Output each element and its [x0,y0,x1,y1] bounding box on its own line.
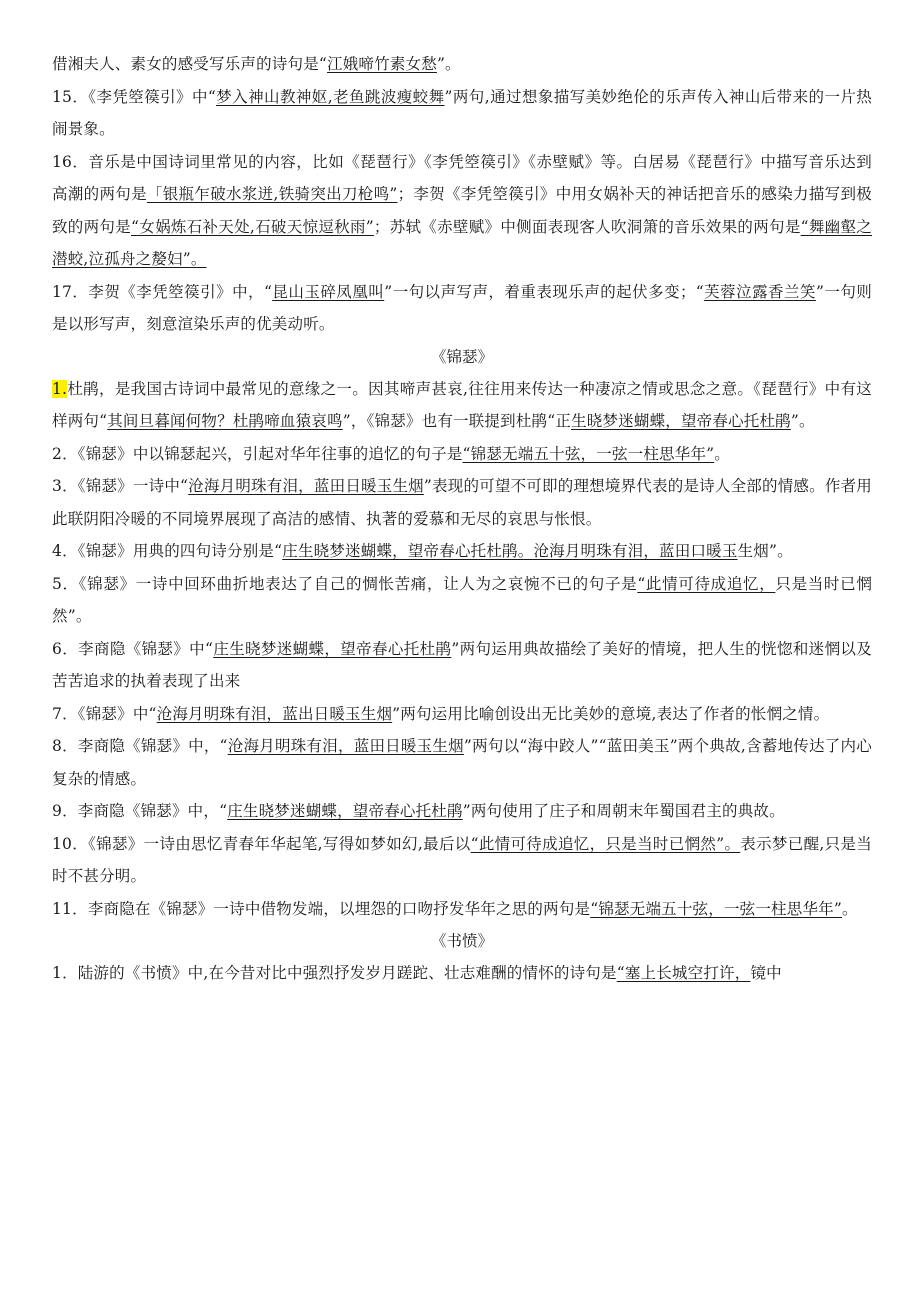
answer-underline: “锦瑟无端五十弦，一弦一柱思华年” [590,899,842,918]
document-page [52,48,872,990]
answer-underline: “女娲炼石补天处,石破天惊逗秋雨” [131,217,374,236]
question-number: 1 [52,964,63,982]
paragraph-top-intro: 借湘夫人、素女的感受写乐声的诗句是“江娥啼竹素女愁”。 [52,55,461,73]
answer-underline: 沧海月明珠有泪，蓝田日暖玉生烟 [227,737,464,755]
jinse-question-4: 4．《锦瑟》用典的四句诗分别是“庄生晓梦迷蝴蝶，望帝春心托杜鹃。沧海月明珠有泪，蓝田口暖玉生烟”。 [52,542,793,560]
jinse-question-2: 2．《锦瑟》中以锦瑟起兴，引起对华年往事的追忆的句子是“锦瑟无端五十弦，一弦一柱思华年”。 [52,444,730,463]
question-number: 5 [52,574,63,593]
section-title-shufen: 《书愤》 [430,932,493,950]
answer-underline: “锦瑟无端五十弦，一弦一柱思华年” [462,444,715,463]
section-title-jinse: 《锦瑟》 [430,347,493,366]
answer-underline: 沧海月明珠有泪，蓝出日暖玉生烟 [156,704,393,723]
answer-underline: 昆山玉碎凤凰叫 [272,282,385,301]
question-number: 4 [52,542,63,560]
jinse-question-5: 5．《锦瑟》一诗中回环曲折地表达了自己的惆怅苦痛，让人为之哀惋不已的句子是“此情可待成追忆，只是当时已惘然”。 [52,574,872,625]
answer-underline: 芙蓉泣露香兰笑 [703,282,816,301]
question-17: 17．李贺《李凭箜篌引》中，“昆山玉碎凤凰叫”一句以声写声，着重表现乐声的起伏多变；“芙蓉泣露香兰笑”一句则是以形写声，刻意渲染乐声的优美动听。 [52,282,872,333]
question-number: 11 [52,899,73,918]
jinse-question-9: 9．李商隐《锦瑟》中，“庄生晓梦迷蝴蝶，望帝春心托杜鹃”两句使用了庄子和周朝末年蜀国君主的典故。 [52,802,785,820]
jinse-question-1: 1.杜鹃，是我国古诗词中最常见的意缘之一。因其啼声甚哀,往往用来传达一种凄凉之情或思念之意。《琵琶行》中有这样两句“其间旦暮闻何物？杜鹃啼血猿哀鸣”，《锦瑟》也有一联提到杜鹃“正生晓梦迷蝴蝶，望帝春心托杜鹃”。 [52,379,872,430]
question-number-highlighted: 1. [52,379,68,398]
jinse-question-3: 3．《锦瑟》一诗中“沧海月明珠有泪，蓝田日暖玉生烟”表现的可望不可即的理想境界代表的是诗人全部的情感。作者用此联阴阳冷暖的不同境界展现了高洁的感情、执著的爱慕和无尽的哀思与怅恨。 [52,477,872,528]
answer-underline: 「银瓶乍破水浆迸,铁骑突出刀枪鸣” [146,185,398,203]
answer-underline: 沧海月明珠有泪，蓝田日暖玉生烟 [188,477,424,495]
answer-underline: “舞幽壑之潜蛟,泣孤舟之嫠妇”。 [52,217,872,268]
question-number: 8 [52,737,63,755]
shufen-question-1: 1．陆游的《书愤》中,在今昔对比中强烈抒发岁月蹉跎、壮志难酬的情怀的诗句是“塞上长城空打许，镜中 [52,964,782,982]
jinse-question-6: 6．李商隐《锦瑟》中“庄生晓梦迷蝴蝶，望帝春心托杜鹃”两句运用典故描绘了美好的情境，把人生的恍惚和迷惘以及苦苦追求的执着表现了出来 [52,639,872,690]
question-number: 7 [52,704,63,723]
question-number: 10 [52,834,73,853]
question-number: 9 [52,802,63,820]
answer-underline: 其间旦暮闻何物？杜鹃啼血猿哀鸣 [107,412,343,430]
question-number: 16 [52,152,73,171]
question-16: 16．音乐是中国诗词里常见的内容，比如《琵琶行》《李凭箜篌引》《赤壁赋》等。白居易《琵琶行》中描写音乐达到高潮的两句是「银瓶乍破水浆迸,铁骑突出刀枪鸣”；李贺《李凭箜篌引》中用女娲补天的神话把音乐的感染力描写到极致的两句是“女娲炼石补天处,石破天惊逗秋雨”；苏轼《赤壁赋》中侧面表现客人吹洞箫的音乐效果的两句是“舞幽壑之潜蛟,泣孤舟之嫠妇”。 [52,152,872,268]
answer-underline: 庄生晓梦迷蝴蝶，望帝春心托杜鹃 [227,802,463,820]
question-number: 15 [52,87,73,106]
answer-underline: 生晓梦迷蝴蝶，望帝春心托杜鹃 [571,412,791,430]
answer-underline: “塞上长城空打许， [616,964,751,982]
jinse-question-7: 7．《锦瑟》中“沧海月明珠有泪，蓝出日暖玉生烟”两句运用比喻创设出无比美妙的意境,表达了作者的怅惘之情。 [52,704,830,723]
question-number: 2 [52,444,63,463]
answer-underline: 梦入神山教神妪,老鱼跳波瘦蛟舞 [216,87,445,106]
jinse-question-10: 10．《锦瑟》一诗由思忆青春年华起笔,写得如梦如幻,最后以“此情可待成追忆，只是当时已惘然”。表示梦已醒,只是当时不甚分明。 [52,834,872,885]
answer-underline: “此情可待成追忆，只是当时已惘然”。 [470,834,741,853]
answer-underline: 庄生晓梦迷蝴蝶，望帝春心托杜鹃 [213,639,452,658]
jinse-question-8: 8．李商隐《锦瑟》中，“沧海月明珠有泪，蓝田日暖玉生烟”两句以“海中跤人”“蓝田美玉”两个典故,含蓄地传达了内心复杂的情感。 [52,737,872,788]
jinse-question-11: 11．李商隐在《锦瑟》一诗中借物发端，以埋怨的口吻抒发华年之思的两句是“锦瑟无端五十弦，一弦一柱思华年”。 [52,899,858,918]
answer-underline: 江娥啼竹素女愁 [327,55,437,73]
question-15: 15．《李凭箜篌引》中“梦入神山教神妪,老鱼跳波瘦蛟舞”两句,通过想象描写美妙绝伦的乐声传入神山后带来的一片热闹景象。 [52,87,872,138]
answer-underline: “此情可待成追忆， [637,574,776,593]
question-number: 6 [52,639,63,658]
answer-underline: 庄生晓梦迷蝴蝶，望帝春心托杜鹃。沧海月明珠有泪，蓝田口暖玉 [282,542,738,560]
question-number: 17 [52,282,73,301]
question-number: 3 [52,477,63,495]
